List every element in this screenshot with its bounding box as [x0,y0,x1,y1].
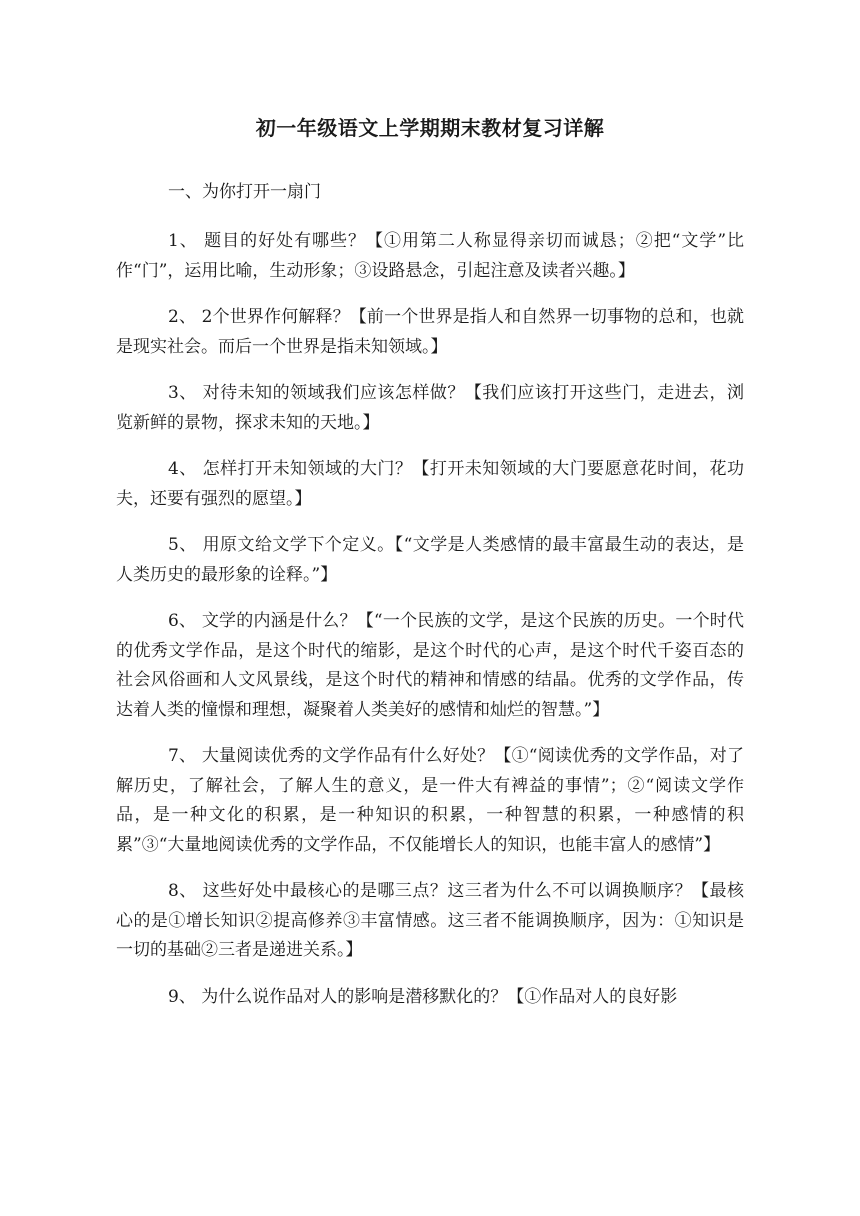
document-body [116,227,744,1029]
question-item-8: 8、 这些好处中最核心的是哪三点？这三者为什么不可以调换顺序？【最核心的是①增长知识②提高修养③丰富情感。这三者不能调换顺序，因为：①知识是一切的基础②三者是递进关系。】 [116,881,744,960]
question-item-6: 6、 文学的内涵是什么？【“一个民族的文学，是这个民族的历史。一个时代的优秀文学作品，是这个时代的缩影，是这个时代的心声，是这个时代千姿百态的社会风俗画和人文风景线，是这个时代的精神和情感的结晶。优秀的文学作品，传达着人类的憧憬和理想，凝聚着人类美好的感情和灿烂的智慧。”】 [116,611,744,720]
question-item-4: 4、 怎样打开未知领域的大门？【打开未知领域的大门要愿意花时间，花功夫，还要有强烈的愿望。】 [116,459,744,509]
question-item-1: 1、 题目的好处有哪些？【①用第二人称显得亲切而诚恳；②把“文学”比作“门”，运用比喻，生动形象；③设路悬念，引起注意及读者兴趣。】 [116,231,744,281]
question-item-3: 3、 对待未知的领域我们应该怎样做？【我们应该打开这些门，走进去，浏览新鲜的景物，探求未知的天地。】 [116,383,744,433]
question-item-5: 5、 用原文给文学下个定义。【“文学是人类感情的最丰富最生动的表达，是人类历史的最形象的诠释。”】 [116,535,744,585]
question-item-2: 2、 2个世界作何解释？【前一个世界是指人和自然界一切事物的总和，也就是现实社会。而后一个世界是指未知领域。】 [116,307,744,357]
document-title: 初一年级语文上学期期末教材复习详解 [255,116,605,140]
question-item-9: 9、 为什么说作品对人的影响是潜移默化的？【①作品对人的良好影 [168,986,678,1007]
section-heading: 一、为你打开一扇门 [168,182,321,202]
question-item-7: 7、 大量阅读优秀的文学作品有什么好处？【①“阅读优秀的文学作品，对了解历史，了解社会，了解人生的意义，是一件大有裨益的事情”；②“阅读文学作品，是一种文化的积累，是一种知识的积累，一种智慧的积累，一种感情的积累”③“大量地阅读优秀的文学作品，不仅能增长人的知识，也能丰富人的感情”】 [116,746,744,855]
